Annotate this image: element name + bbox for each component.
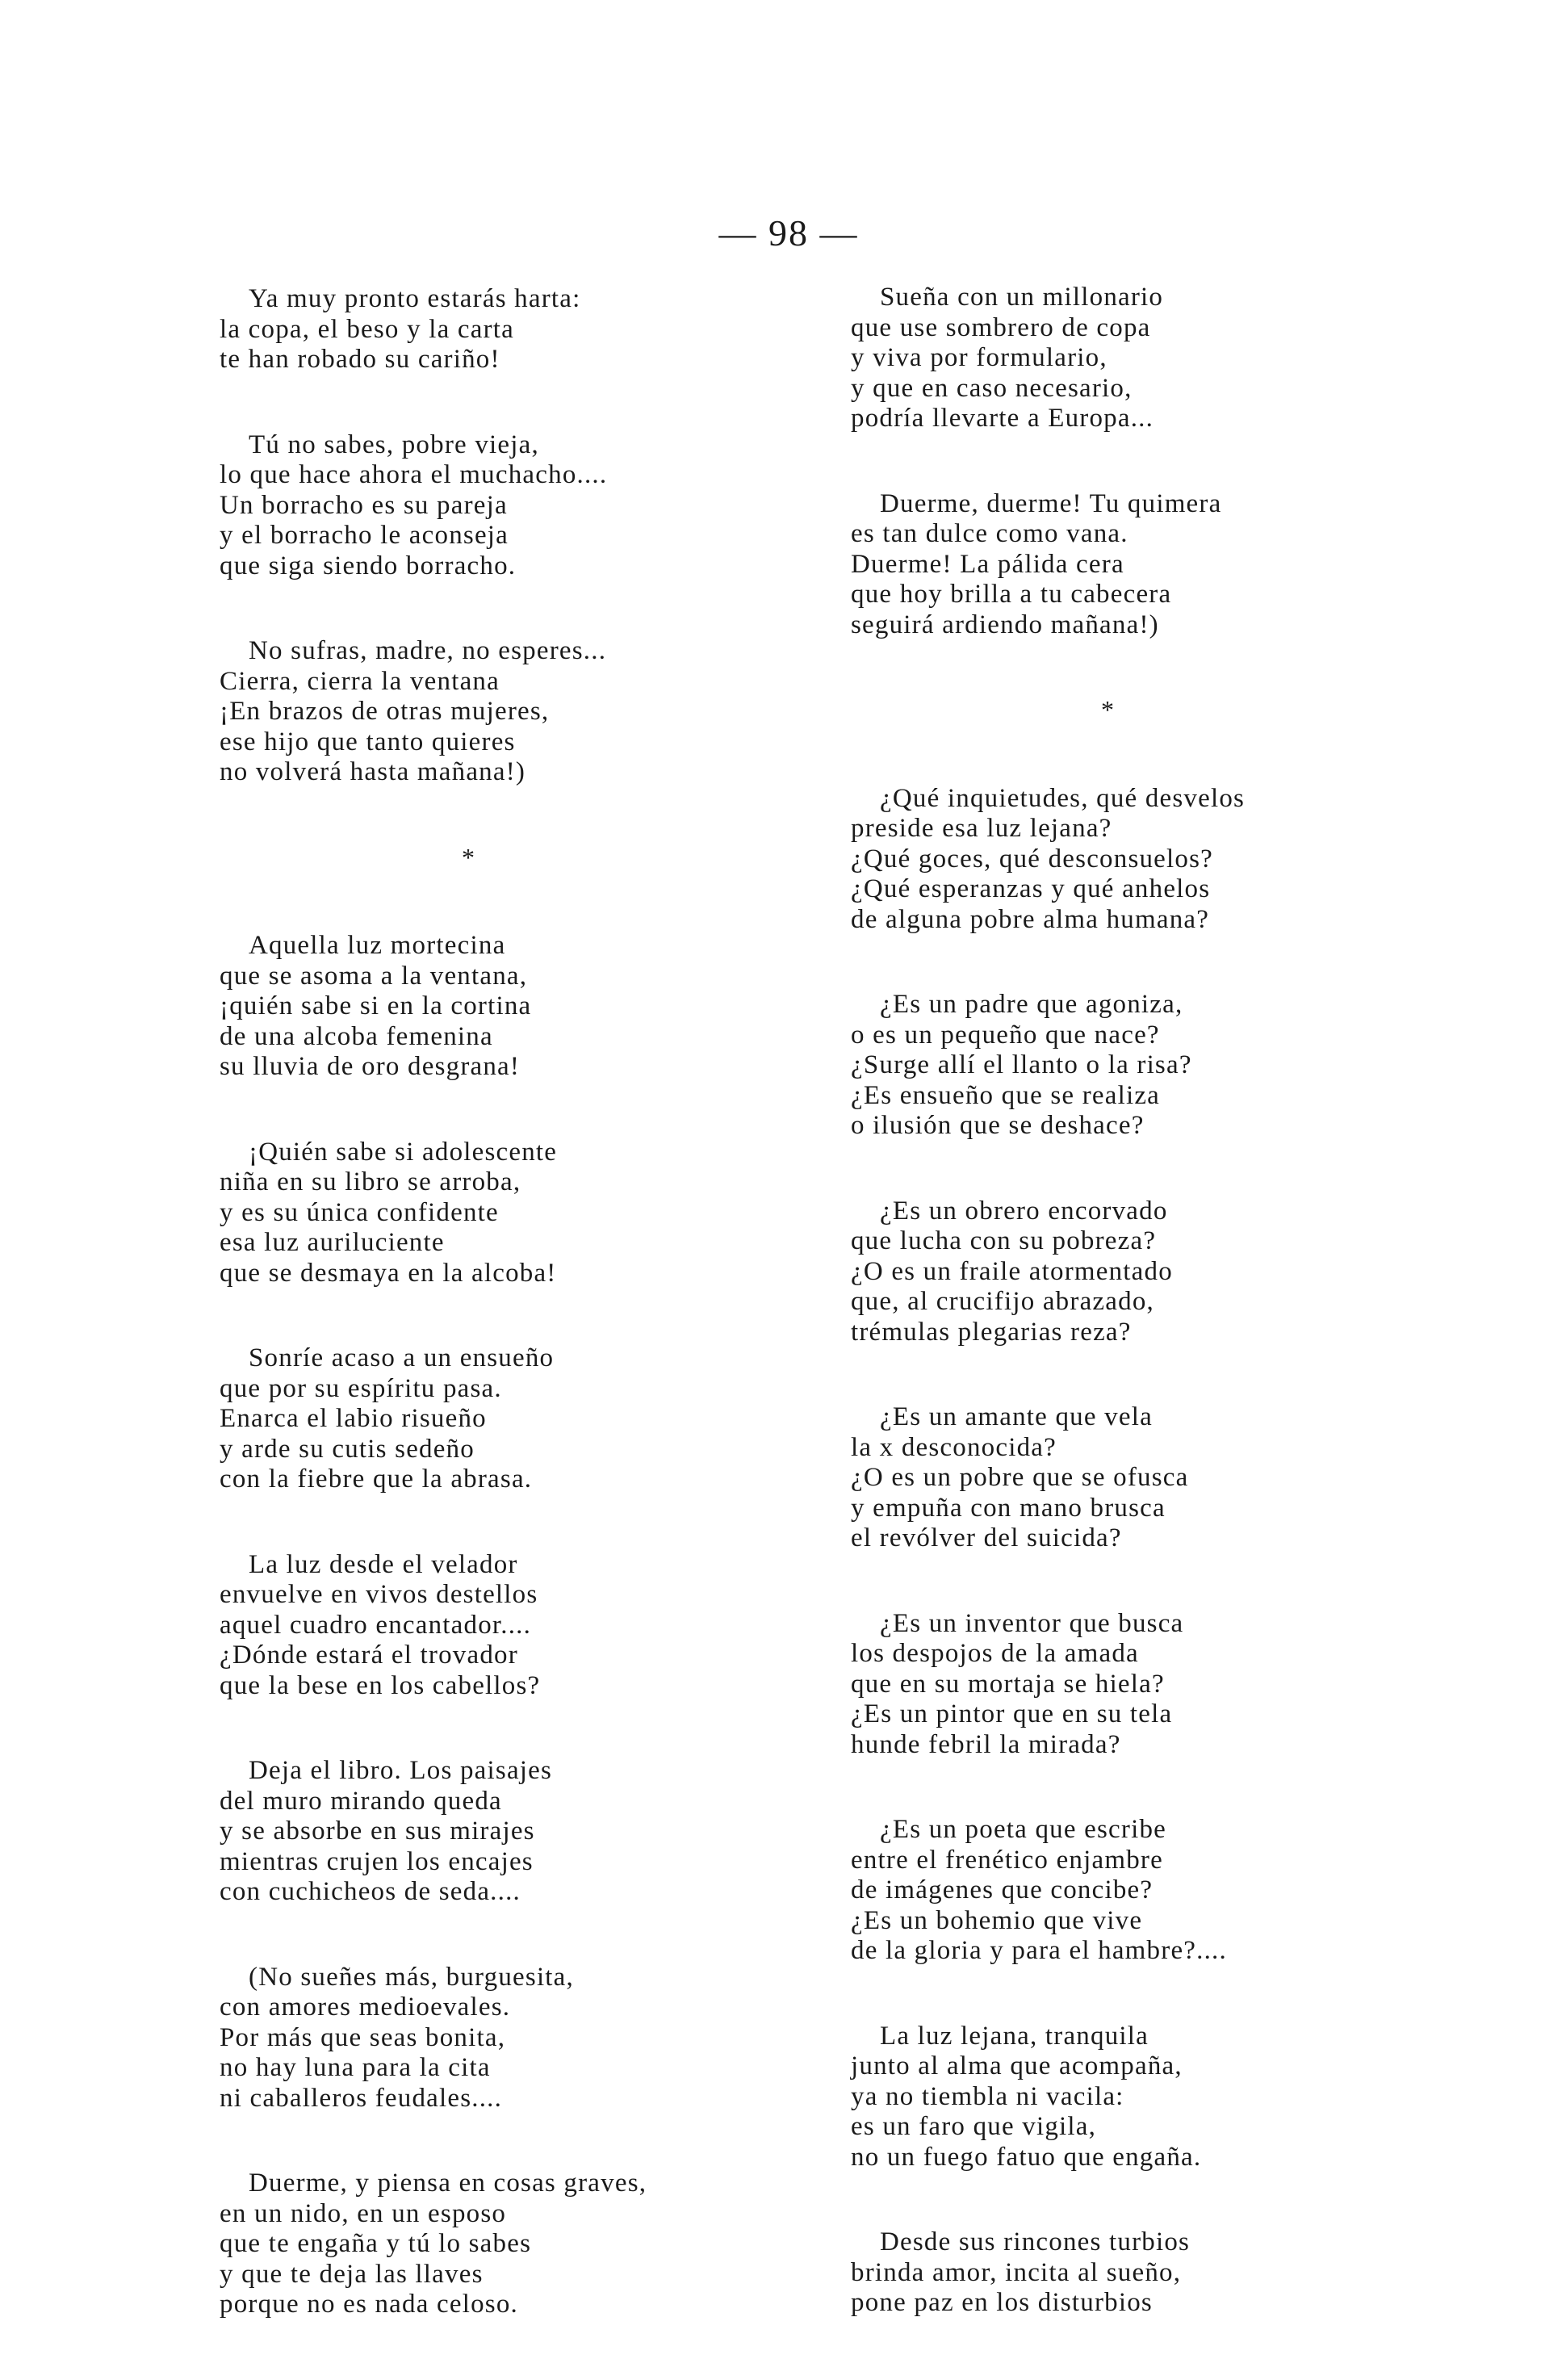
left-column <box>220 284 833 2375</box>
stanza <box>851 489 1464 641</box>
verse-line: ¡En brazos de otras mujeres, <box>220 697 550 726</box>
verse-line: de una alcoba femenina <box>220 1021 493 1051</box>
verse-line: No sufras, madre, no esperes... <box>249 636 607 665</box>
verse-line: ¿Qué goces, qué desconsuelos? <box>851 844 1213 874</box>
page-number: — 98 — <box>718 212 859 254</box>
stanza <box>851 1609 1464 1761</box>
stanza <box>220 284 833 375</box>
verse-line: de imágenes que concibe? <box>851 1875 1154 1904</box>
verse-line: no un fuego fatuo que engaña. <box>851 2142 1202 2172</box>
stanza <box>851 2227 1464 2319</box>
verse-line: junto al alma que acompaña, <box>851 2051 1183 2080</box>
verse-line: que use sombrero de copa <box>851 312 1151 342</box>
verse-line: Duerme, duerme! Tu quimera <box>880 488 1222 518</box>
verse-line: y empuña con mano brusca <box>851 1493 1166 1523</box>
verse-line: Cierra, cierra la ventana <box>220 666 500 696</box>
verse-line: Deja el libro. Los paisajes <box>249 1756 553 1785</box>
stanza <box>220 430 833 582</box>
verse-line: con la fiebre que la abrasa. <box>220 1464 533 1494</box>
verse-line: el revólver del suicida? <box>851 1523 1122 1552</box>
verse-line: ¿Es un inventor que busca <box>880 1608 1184 1638</box>
verse-line: envuelve en vivos destellos <box>220 1580 538 1609</box>
verse-line: Enarca el labio risueño <box>220 1404 487 1433</box>
verse-line: ¿Es un amante que vela <box>880 1402 1153 1431</box>
stanza <box>220 1138 833 1289</box>
verse-line: hunde febril la mirada? <box>851 1729 1121 1759</box>
verse-line: Ya muy pronto estarás harta: <box>249 284 581 313</box>
verse-line: con cuchicheos de seda.... <box>220 1877 521 1906</box>
verse-line: Por más que seas bonita, <box>220 2022 506 2052</box>
stanza <box>220 636 833 788</box>
verse-line: podría llevarte a Europa... <box>851 404 1154 433</box>
verse-line: aquel cuadro encantador.... <box>220 1610 532 1640</box>
verse-line: y que te deja las llaves <box>220 2259 484 2289</box>
verse-line: ¡Quién sabe si adolescente <box>249 1137 558 1167</box>
right-column <box>851 283 1464 2374</box>
verse-line: La luz desde el velador <box>249 1549 518 1579</box>
verse-line: y es su única confidente <box>220 1197 499 1227</box>
verse-line: ¿Surge allí el llanto o la risa? <box>851 1050 1192 1079</box>
stanza <box>220 931 833 1083</box>
section-separator: * <box>462 842 475 872</box>
verse-line: ¿Qué inquietudes, qué desvelos <box>880 783 1246 813</box>
verse-line: Duerme, y piensa en cosas graves, <box>249 2168 647 2198</box>
verse-line: ese hijo que tanto quieres <box>220 727 516 756</box>
verse-line: que se desmaya en la alcoba! <box>220 1258 557 1288</box>
verse-line: que te engaña y tú lo sabes <box>220 2229 532 2258</box>
verse-line: seguirá ardiendo mañana!) <box>851 610 1159 639</box>
verse-line: La luz lejana, tranquila <box>880 2021 1149 2051</box>
verse-line: no hay luna para la cita <box>220 2053 491 2082</box>
verse-line: su lluvia de oro desgrana! <box>220 1052 521 1081</box>
verse-line: ya no tiembla ni vacila: <box>851 2081 1124 2111</box>
verse-line: de la gloria y para el hambre?.... <box>851 1936 1227 1965</box>
stanza <box>851 990 1464 1142</box>
verse-line: la copa, el beso y la carta <box>220 314 514 344</box>
stanza <box>851 2022 1464 2173</box>
verse-line: entre el frenético enjambre <box>851 1845 1163 1875</box>
verse-line: y viva por formulario, <box>851 343 1107 372</box>
verse-line: y que en caso necesario, <box>851 373 1133 403</box>
verse-line: esa luz auriluciente <box>220 1228 445 1257</box>
verse-line: preside esa luz lejana? <box>851 814 1112 843</box>
verse-line: (No sueñes más, burguesita, <box>249 1962 574 1992</box>
verse-line: ¿Dónde estará el trovador <box>220 1640 518 1670</box>
verse-line: ¿Es un bohemio que vive <box>851 1905 1143 1935</box>
verse-line: Desde sus rincones turbios <box>880 2227 1191 2256</box>
verse-line: ni caballeros feudales.... <box>220 2083 503 2113</box>
verse-line: ¿Es un obrero encorvado <box>880 1196 1168 1226</box>
stanza <box>851 1815 1464 1967</box>
verse-line: que por su espíritu pasa. <box>220 1373 502 1403</box>
verse-line: es tan dulce como vana. <box>851 519 1128 548</box>
verse-line: ¿O es un pobre que se ofusca <box>851 1463 1189 1492</box>
verse-line: lo que hace ahora el muchacho.... <box>220 460 608 489</box>
verse-line: Sueña con un millonario <box>880 283 1164 312</box>
verse-line: mientras crujen los encajes <box>220 1846 534 1876</box>
verse-line: de alguna pobre alma humana? <box>851 904 1210 934</box>
stanza <box>851 1402 1464 1554</box>
verse-line: y arde su cutis sedeño <box>220 1434 475 1464</box>
verse-line: Sonríe acaso a un ensueño <box>249 1343 555 1372</box>
verse-line: en un nido, en un esposo <box>220 2198 507 2228</box>
verse-line: Aquella luz mortecina <box>249 931 506 960</box>
verse-line: que se asoma a la ventana, <box>220 961 528 991</box>
verse-line: niña en su libro se arroba, <box>220 1167 521 1196</box>
verse-line: te han robado su cariño! <box>220 345 500 374</box>
verse-line: con amores medioevales. <box>220 1992 511 2022</box>
verse-line: que siga siendo borracho. <box>220 551 517 580</box>
verse-line: ¿Es un pintor que en su tela <box>851 1699 1173 1728</box>
stanza <box>220 2168 833 2320</box>
verse-line: ¿Es un padre que agoniza, <box>880 990 1183 1019</box>
verse-line: ¿Qué esperanzas y qué anhelos <box>851 874 1211 903</box>
verse-line: que hoy brilla a tu cabecera <box>851 580 1172 609</box>
verse-line: del muro mirando queda <box>220 1786 502 1816</box>
stanza <box>220 1343 833 1495</box>
stanza <box>851 1196 1464 1348</box>
stanza <box>220 1963 833 2114</box>
verse-line: ¿Es ensueño que se realiza <box>851 1080 1161 1110</box>
stanza <box>851 784 1464 936</box>
verse-line: brinda amor, incita al sueño, <box>851 2257 1182 2287</box>
verse-line: los despojos de la amada <box>851 1639 1139 1668</box>
verse-line: o es un pequeño que nace? <box>851 1020 1160 1050</box>
verse-line: ¡quién sabe si en la cortina <box>220 991 532 1020</box>
verse-line: pone paz en los disturbios <box>851 2288 1153 2317</box>
verse-line: es un faro que vigila, <box>851 2112 1097 2141</box>
verse-line: Tú no sabes, pobre vieja, <box>249 429 539 459</box>
stanza <box>851 283 1464 434</box>
stanza <box>220 1756 833 1908</box>
verse-line: Un borracho es su pareja <box>220 490 508 520</box>
verse-line: ¿O es un fraile atormentado <box>851 1256 1173 1286</box>
verse-line: que, al crucifijo abrazado, <box>851 1287 1154 1316</box>
verse-line: o ilusión que se deshace? <box>851 1111 1145 1140</box>
verse-line: trémulas plegarias reza? <box>851 1317 1132 1347</box>
verse-line: porque no es nada celoso. <box>220 2290 518 2319</box>
verse-line: y el borracho le aconseja <box>220 521 509 550</box>
verse-line: y se absorbe en sus mirajes <box>220 1816 535 1846</box>
verse-line: que en su mortaja se hiela? <box>851 1669 1165 1699</box>
verse-line: que lucha con su pobreza? <box>851 1226 1157 1255</box>
verse-line: la x desconocida? <box>851 1432 1057 1462</box>
section-separator: * <box>1101 695 1114 724</box>
verse-line: ¿Es un poeta que escribe <box>880 1815 1166 1844</box>
verse-line: Duerme! La pálida cera <box>851 549 1124 579</box>
verse-line: que la bese en los cabellos? <box>220 1670 541 1700</box>
stanza <box>220 1550 833 1702</box>
verse-line: no volverá hasta mañana!) <box>220 757 526 786</box>
